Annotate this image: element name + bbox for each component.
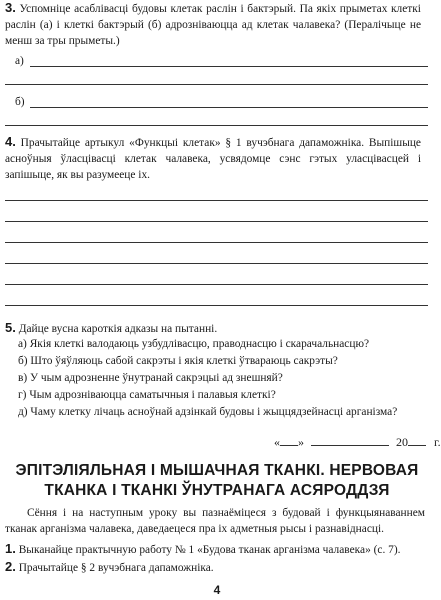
step-2 bbox=[5, 559, 425, 576]
section-title: ЭПІТЭЛІЯЛЬНАЯ І МЫШАЧНАЯ ТКАНКІ. НЕРВОВАЯ ТКАНКА І ТКАНКІ ЎНУТРАНАГА АСЯРОДДЗЯ bbox=[15, 462, 419, 499]
task-4-number: 4. bbox=[5, 134, 16, 149]
task-5 bbox=[5, 320, 421, 337]
step-2-number: 2. bbox=[5, 559, 16, 574]
answer-line-b-2[interactable] bbox=[5, 125, 428, 126]
answer-line-4-1[interactable] bbox=[5, 200, 428, 201]
question-e: д) Чаму клетку лічаць асноўнай адзінкай будовы і жыццядзейнасці арганізма? bbox=[18, 406, 398, 418]
task-4-text: Прачытайце артыкул «Функцыі клетак» § 1 вучэбнага дапаможніка. Выпішыце асноўныя ўласцівасці клетак чалавека, усвядомце сэнс гэтых уласцівасцей і запішыце, як вы разумееце іх. bbox=[5, 137, 421, 181]
task-3-number: 3. bbox=[5, 0, 16, 15]
step-2-text: Прачытайце § 2 вучэбнага дапаможніка. bbox=[18, 562, 214, 574]
answer-line-a-2[interactable] bbox=[5, 84, 428, 85]
task-4 bbox=[5, 134, 421, 183]
answer-line-a-1[interactable] bbox=[30, 66, 428, 67]
step-1-text: Выканайце практычную работу № 1 «Будова тканак арганізма чалавека» (с. 7). bbox=[18, 544, 401, 556]
date-day-field[interactable] bbox=[280, 433, 298, 446]
date-line: « » 20 г. bbox=[274, 435, 441, 449]
date-year-field[interactable] bbox=[408, 433, 426, 446]
section-intro: Сёння і на наступным уроку вы пазнаёміцеся з будовай і функцыянаваннем тканак арганізма чалавека, даведаецеся пра іх адметныя рысы і разнавіднасці. bbox=[5, 507, 425, 535]
answer-line-4-6[interactable] bbox=[5, 305, 428, 306]
step-1 bbox=[5, 541, 425, 558]
step-1-number: 1. bbox=[5, 541, 16, 556]
task-3-text: Успомніце асаблівасці будовы клетак раслін і бактэрый. Па якіх прыметах клеткі раслін (а) і клеткі бактэрый (б) адрозніваюцца ад клетак чалавека? (Пералічыце не менш за тры прыметы.) bbox=[5, 3, 421, 47]
answer-label-b: б) bbox=[15, 96, 25, 108]
page-number: 4 bbox=[213, 583, 221, 597]
answer-label-a: а) bbox=[15, 55, 24, 67]
question-a: а) Якія клеткі валодаюць узбудлівасцю, праводнасцю і скарачальнасцю? bbox=[18, 338, 370, 350]
question-d: г) Чым адрозніваюцца саматычныя і палавыя клеткі? bbox=[18, 389, 276, 401]
question-b: б) Што ўяўляюць сабой сакрэты і якія клеткі ўтвараюць сакрэты? bbox=[18, 355, 338, 367]
task-3 bbox=[5, 0, 421, 49]
answer-line-4-5[interactable] bbox=[5, 284, 428, 285]
task-5-text: Дайце вусна кароткія адказы на пытанні. bbox=[18, 323, 218, 335]
answer-line-b-1[interactable] bbox=[30, 107, 428, 108]
question-c: в) У чым адрозненне ўнутранай сакрэцыі ад знешняй? bbox=[18, 372, 283, 384]
answer-line-4-2[interactable] bbox=[5, 221, 428, 222]
date-month-field[interactable] bbox=[311, 433, 389, 446]
answer-line-4-3[interactable] bbox=[5, 242, 428, 243]
answer-line-4-4[interactable] bbox=[5, 263, 428, 264]
task-5-number: 5. bbox=[5, 320, 16, 335]
